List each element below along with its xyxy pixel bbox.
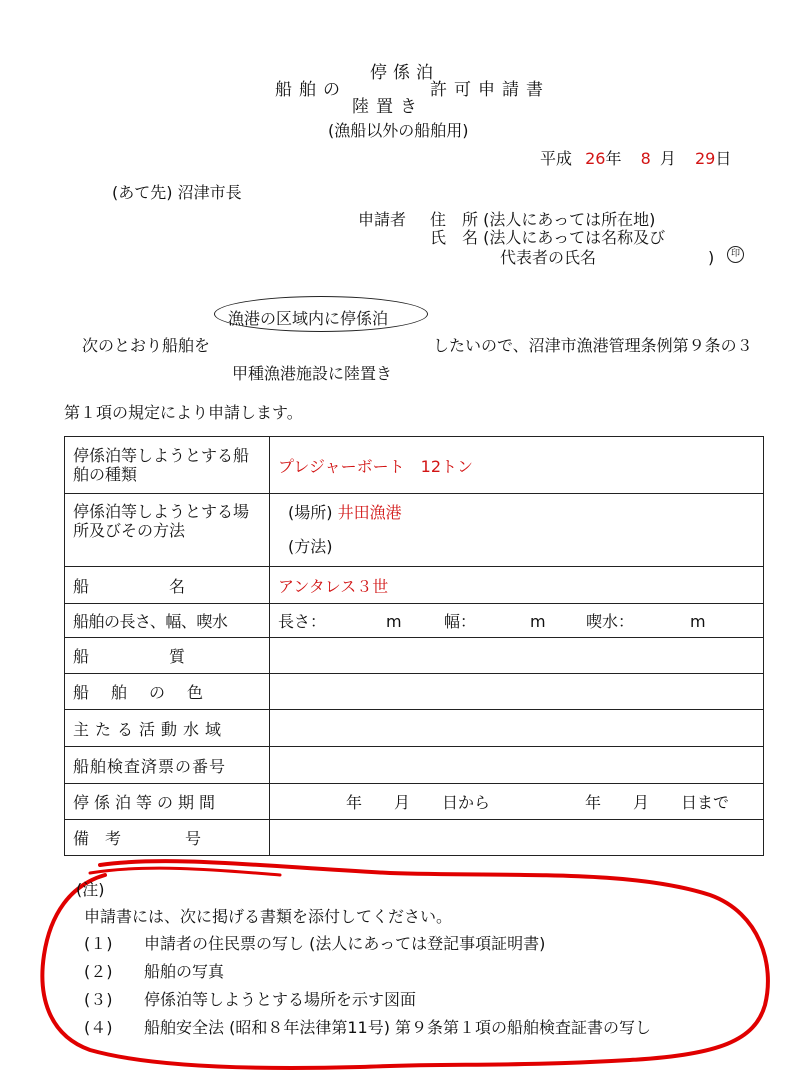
label-material: 船 質 [65,638,270,674]
period-to: 年 月 日まで [585,793,730,812]
applicant-label: 申請者 [358,210,407,229]
purpose-line1-end: したいので、沼津市漁港管理条例第９条の３ [433,336,753,355]
value-vessel-name[interactable]: アンタレス３世 [270,567,764,604]
notes-item-number: (３) [84,990,113,1009]
table-row-vessel-name [65,567,764,604]
place-method-label: (方法) [288,537,333,556]
date-day-unit: 日 [715,149,732,168]
application-date [540,146,731,169]
date-year-unit: 年 [605,149,622,168]
date-day: 29 [694,149,716,168]
value-area[interactable] [270,710,764,747]
notes-item-text: 船舶の写真 [144,962,225,981]
table-row-dimensions [65,604,764,638]
table-row-color [65,674,764,710]
dims-length-unit: m [386,612,402,631]
place-location-label: (場所) [288,503,333,522]
notes-item-number: (１) [84,934,113,953]
notes-item [84,931,545,954]
label-vessel-name: 船 名 [65,567,270,604]
table-row-vessel-type [65,437,764,494]
value-period[interactable] [270,784,764,820]
notes-intro: 申請書には、次に掲げる書類を添付してください。 [84,907,453,926]
dims-length-label: 長さ： [278,612,327,631]
table-row-period [65,784,764,820]
period-from: 年 月 日から [346,793,491,812]
notes-item-number: (４) [84,1018,113,1037]
table-row-material [65,638,764,674]
purpose-line1-start: 次のとおり船舶を [82,336,211,355]
label-cert: 船舶検査済票の番号 [65,747,270,784]
value-vessel-type[interactable]: プレジャーボート 12トン [270,437,764,494]
label-dimensions: 船舶の長さ、幅、喫水 [65,604,270,638]
notes-heading: (注) [76,880,105,899]
dims-width-label: 幅： [444,612,477,631]
purpose-option-moor: 漁港の区域内に停係泊 [228,309,389,328]
notes-item-number: (２) [84,962,113,981]
title-option-top: 停係泊 [370,63,439,83]
value-cert[interactable] [270,747,764,784]
date-era: 平成 [540,149,573,168]
table-row-cert [65,747,764,784]
purpose-option-land: 甲種漁港施設に陸置き [232,364,393,383]
label-remarks: 備 考 号 [65,820,270,856]
notes-item [84,959,224,982]
notes-item-text: 申請者の住民票の写し (法人にあっては登記事項証明書) [144,934,546,953]
purpose-line2: 第１項の規定により申請します。 [64,403,303,422]
seal-mark: 印 [727,246,744,263]
dims-width-unit: m [530,612,546,631]
application-table [64,436,764,856]
title-option-bottom: 陸置き [352,97,424,117]
applicant-name-line: 氏 名 (法人にあっては名称及び [430,228,666,247]
applicant-address-line: 住 所 (法人にあっては所在地) [430,210,656,229]
subtitle: (漁船以外の船舶用) [328,121,469,140]
label-vessel-type: 停係泊等しようとする船舶の種類 [65,437,270,494]
label-color: 船 舶 の 色 [65,674,270,710]
table-row-place [65,494,764,567]
date-year: 26 [585,149,606,168]
dims-draft-unit: m [690,612,706,631]
table-row-area [65,710,764,747]
label-area: 主たる活動水域 [65,710,270,747]
place-location-value: 井田漁港 [337,503,402,522]
title-right: 許可申請書 [430,80,550,100]
label-place: 停係泊等しようとする場所及びその方法 [65,494,270,567]
table-row-remarks [65,820,764,856]
label-period: 停係泊等の期間 [65,784,270,820]
notes-item-text: 停係泊等しようとする場所を示す図面 [144,990,417,1009]
value-remarks[interactable] [270,820,764,856]
title-left: 船舶の [275,80,347,100]
addressee: (あて先) 沼津市長 [112,183,242,202]
value-dimensions[interactable] [270,604,764,638]
dims-draft-label: 喫水： [586,612,635,631]
date-month-unit: 月 [659,149,676,168]
value-place[interactable] [270,494,764,567]
value-color[interactable] [270,674,764,710]
notes-item [84,987,416,1010]
notes-item-text: 船舶安全法 (昭和８年法律第11号) 第９条第１項の船舶検査証書の写し [144,1018,652,1037]
applicant-representative-line: 代表者の氏名 ) [500,248,715,267]
notes-item [84,1015,651,1038]
value-material[interactable] [270,638,764,674]
date-month: 8 [640,149,651,168]
